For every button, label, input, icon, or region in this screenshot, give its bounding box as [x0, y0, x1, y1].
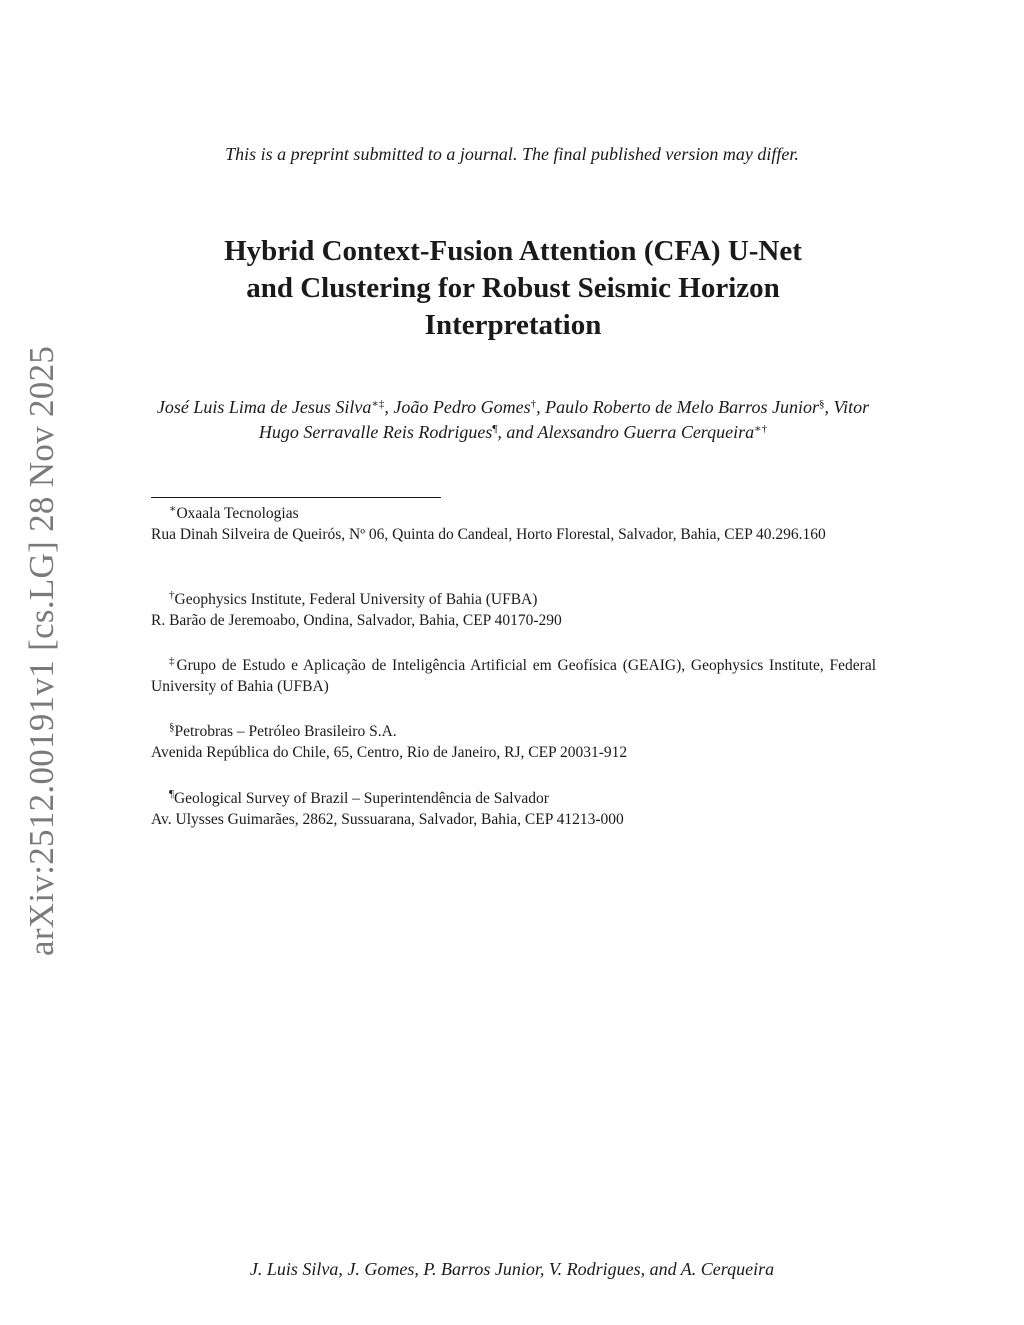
- affiliation-name: Oxaala Tecnologias: [176, 505, 299, 522]
- author-name: José Luis Lima de Jesus Silva: [156, 397, 372, 417]
- affiliation-block: [151, 503, 876, 545]
- title-line: Hybrid Context-Fusion Attention (CFA) U-Net: [224, 235, 802, 267]
- author-affiliation-mark: §: [818, 398, 825, 410]
- affiliation-mark: ∗: [169, 503, 177, 515]
- author-affiliation-mark: †: [530, 398, 537, 410]
- author-name: Paulo Roberto de Melo Barros Junior: [545, 397, 819, 417]
- author-separator: , and: [497, 422, 538, 442]
- affiliation-address: Avenida República do Chile, 65, Centro, Rio de Janeiro, RJ, CEP 20031-912: [151, 744, 628, 761]
- affiliation-name: Geophysics Institute, Federal University of Bahia (UFBA): [174, 591, 538, 608]
- affiliation-name: Grupo de Estudo e Aplicação de Inteligência Artificial em Geofísica (GEAIG), Geophysics Institute, Federal University of Bahia (UFBA): [151, 657, 876, 695]
- arxiv-identifier-stamp: arXiv:2512.00191v1 [cs.LG] 28 Nov 2025: [22, 345, 61, 956]
- author-name: Vitor Hugo Serravalle Reis Rodrigues: [258, 397, 870, 442]
- author-affiliation-mark: ¶: [492, 423, 498, 435]
- title-line: and Clustering for Robust Seismic Horizon: [246, 272, 780, 304]
- affiliation-name: Geological Survey of Brazil – Superintendência de Salvador: [173, 790, 549, 807]
- affiliation-name: Petrobras – Petróleo Brasileiro S.A.: [174, 723, 397, 740]
- running-footer-authors: J. Luis Silva, J. Gomes, P. Barros Junior, V. Rodrigues, and A. Cerqueira: [249, 1259, 775, 1279]
- affiliation-mark: ¶: [169, 788, 174, 800]
- footnote-rule: [151, 497, 441, 498]
- author-separator: ,: [536, 397, 546, 417]
- preprint-note: This is a preprint submitted to a journal. The final published version may differ.: [225, 144, 799, 164]
- affiliation-address: Av. Ulysses Guimarães, 2862, Sussuarana, Salvador, Bahia, CEP 41213-000: [151, 811, 624, 828]
- affiliation-mark: †: [169, 589, 175, 601]
- title-line: Interpretation: [424, 309, 602, 341]
- author-list: [150, 395, 876, 445]
- author-separator: ,: [384, 397, 394, 417]
- author-affiliation-mark: ∗‡: [371, 398, 385, 410]
- author-separator: ,: [824, 397, 834, 417]
- affiliation-block: [151, 655, 876, 697]
- affiliation-block: [151, 788, 876, 830]
- paper-title: [150, 233, 876, 344]
- affiliation-block: [151, 721, 876, 763]
- author-affiliation-mark: ∗†: [754, 423, 768, 435]
- affiliation-address: R. Barão de Jeremoabo, Ondina, Salvador, Bahia, CEP 40170-290: [151, 612, 562, 629]
- affiliation-mark: §: [169, 721, 175, 733]
- author-name: João Pedro Gomes: [393, 397, 531, 417]
- affiliation-address: Rua Dinah Silveira de Queirós, Nº 06, Quinta do Candeal, Horto Florestal, Salvador, Bahia, CEP 40.296.160: [151, 526, 826, 543]
- affiliation-block: [151, 589, 876, 631]
- affiliation-mark: ‡: [169, 655, 177, 667]
- author-name: Alexsandro Guerra Cerqueira: [537, 422, 755, 442]
